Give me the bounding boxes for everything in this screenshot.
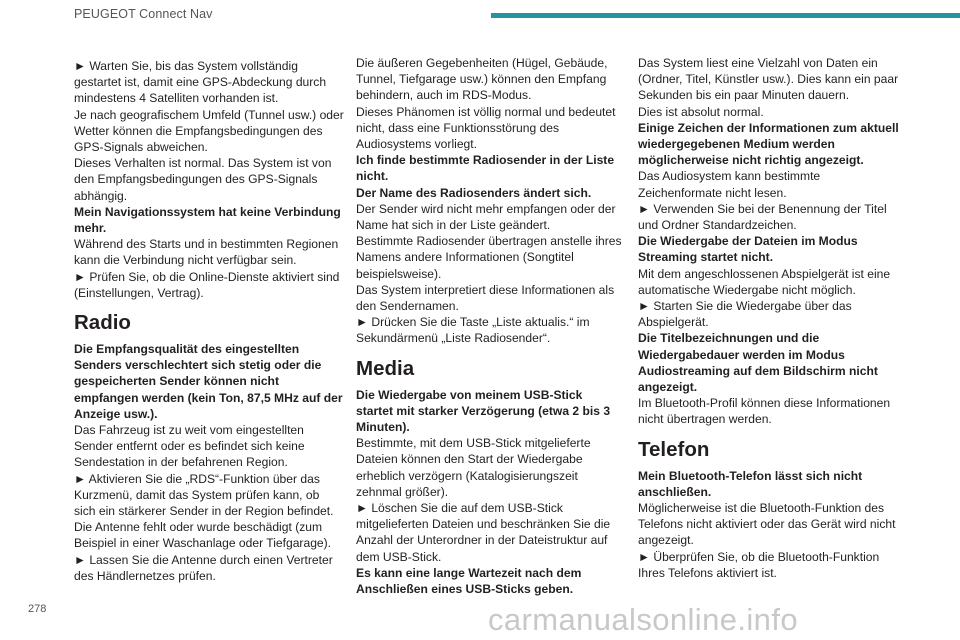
paragraph: Die Antenne fehlt oder wurde beschädigt (zum Beispiel in einer Waschanlage oder Tiefgarage). (74, 520, 332, 551)
paragraph: Dies ist absolut normal. (638, 104, 764, 119)
page-number: 278 (28, 603, 47, 615)
paragraph: ► Warten Sie, bis das System vollständig gestartet ist, damit eine GPS-Abdeckung durch mindestens 4 Satelliten vorhanden ist. (74, 59, 327, 106)
paragraph: Die äußeren Gegebenheiten (Hügel, Gebäude, Tunnel, Tiefgarage usw.) können den Empfang behindern, auch im RDS-Modus. (356, 56, 608, 103)
paragraph: ► Prüfen Sie, ob die Online-Dienste aktiviert sind (Einstellungen, Vertrag). (74, 269, 340, 300)
paragraph: Der Sender wird nicht mehr empfangen oder der Name hat sich in der Liste geändert. (356, 201, 616, 233)
question-heading: Mein Bluetooth-Telefon lässt sich nicht anschließen. (638, 468, 863, 499)
paragraph: Mit dem angeschlossenen Abspielgerät ist eine automatische Wiedergabe nicht möglich. (638, 266, 891, 297)
paragraph: ► Lassen Sie die Antenne durch einen Vertreter des Händlernetzes prüfen. (74, 552, 333, 583)
section-heading: Radio (74, 311, 131, 335)
question-heading: Die Wiedergabe von meinem USB-Stick startet mit starker Verzögerung (etwa 2 bis 3 Minuten). (356, 387, 611, 435)
paragraph: ► Überprüfen Sie, ob die Bluetooth-Funktion Ihres Telefons aktiviert ist. (638, 549, 880, 580)
section-heading: Telefon (638, 437, 710, 461)
paragraph: Das System liest eine Vielzahl von Daten ein (Ordner, Titel, Künstler usw.). Dies kann ein paar Sekunden bis ein paar Minuten dauern. (638, 56, 899, 103)
paragraph: Das System interpretiert diese Informationen als den Sendernamen. (356, 282, 615, 314)
paragraph: Bestimmte Radiosender übertragen anstelle ihres Namens andere Informationen (Songtitel beispielsweise). (356, 234, 622, 281)
question-heading: Die Wiedergabe der Dateien im Modus Streaming startet nicht. (638, 234, 858, 265)
watermark: carmanualsonline.info (488, 602, 798, 637)
paragraph: Das Audiosystem kann bestimmte Zeichenformate nicht lesen. (638, 169, 821, 200)
question-heading: Die Titelbezeichnungen und die Wiedergabedauer werden im Modus Audiostreaming auf dem Bildschirm nicht angezeigt. (638, 331, 878, 395)
paragraph: Dieses Verhalten ist normal. Das System ist von den Empfangsbedingungen des GPS-Signals abhängig. (74, 156, 332, 203)
question-heading: Der Name des Radiosenders ändert sich. (356, 185, 592, 200)
paragraph: Möglicherweise ist die Bluetooth-Funktion des Telefons nicht aktiviert oder das Gerät wird nicht angezeigt. (638, 501, 896, 548)
paragraph: ► Löschen Sie die auf dem USB-Stick mitgelieferten Dateien und beschränken Sie die Anzahl der Unterordner in der Dateistruktur auf dem USB-Stick. (356, 501, 611, 564)
paragraph: Bestimmte, mit dem USB-Stick mitgelieferte Dateien können den Start der Wiedergabe erheblich verzögern (Katalogisierungszeit zehnmal größer). (356, 436, 591, 499)
question-heading: Die Empfangsqualität des eingestellten Senders verschlechtert sich stetig oder die gespeicherten Sender können nicht empfangen werden (kein Ton, 87,5 MHz auf der Anzeige usw.). (74, 342, 343, 421)
header-accent-bar (491, 13, 960, 18)
paragraph: Im Bluetooth-Profil können diese Informationen nicht übertragen werden. (638, 396, 891, 427)
paragraph: Während des Starts und in bestimmten Regionen kann die Verbindung nicht verfügbar sein. (74, 237, 339, 268)
question-heading: Es kann eine lange Wartezeit nach dem Anschließen eines USB-Sticks geben. (356, 565, 582, 597)
question-heading: Mein Navigationssystem hat keine Verbindung mehr. (74, 204, 341, 236)
paragraph: ► Aktivieren Sie die „RDS“-Funktion über das Kurzmenü, damit das System prüfen kann, ob sich ein stärkerer Sender in der Region befindet. (74, 471, 334, 519)
paragraph: Dieses Phänomen ist völlig normal und bedeutet nicht, dass eine Funktionsstörung des Audiosystems vorliegt. (356, 104, 616, 152)
column-3 (638, 55, 900, 581)
column-2 (356, 55, 622, 597)
paragraph: Das Fahrzeug ist zu weit vom eingestellten Sender entfernt oder es befindet sich keine Sendestation in der befahrenen Region. (74, 423, 305, 470)
section-heading: Media (356, 356, 415, 380)
paragraph: ► Starten Sie die Wiedergabe über das Abspielgerät. (638, 299, 852, 330)
header-title: PEUGEOT Connect Nav (74, 7, 213, 21)
paragraph: ► Verwenden Sie bei der Benennung der Titel und Ordner Standardzeichen. (638, 201, 887, 233)
paragraph: ► Drücken Sie die Taste „Liste aktualis.“ im Sekundärmenü „Liste Radiosender“. (356, 315, 590, 346)
column-1 (74, 58, 344, 584)
question-heading: Ich finde bestimmte Radiosender in der Liste nicht. (356, 153, 615, 184)
paragraph: Je nach geografischem Umfeld (Tunnel usw.) oder Wetter können die Empfangsbedingungen des GPS-Signals abweichen. (74, 107, 344, 155)
question-heading: Einige Zeichen der Informationen zum aktuell wiedergegebenen Medium werden möglicherweise nicht richtig angezeigt. (638, 120, 899, 168)
